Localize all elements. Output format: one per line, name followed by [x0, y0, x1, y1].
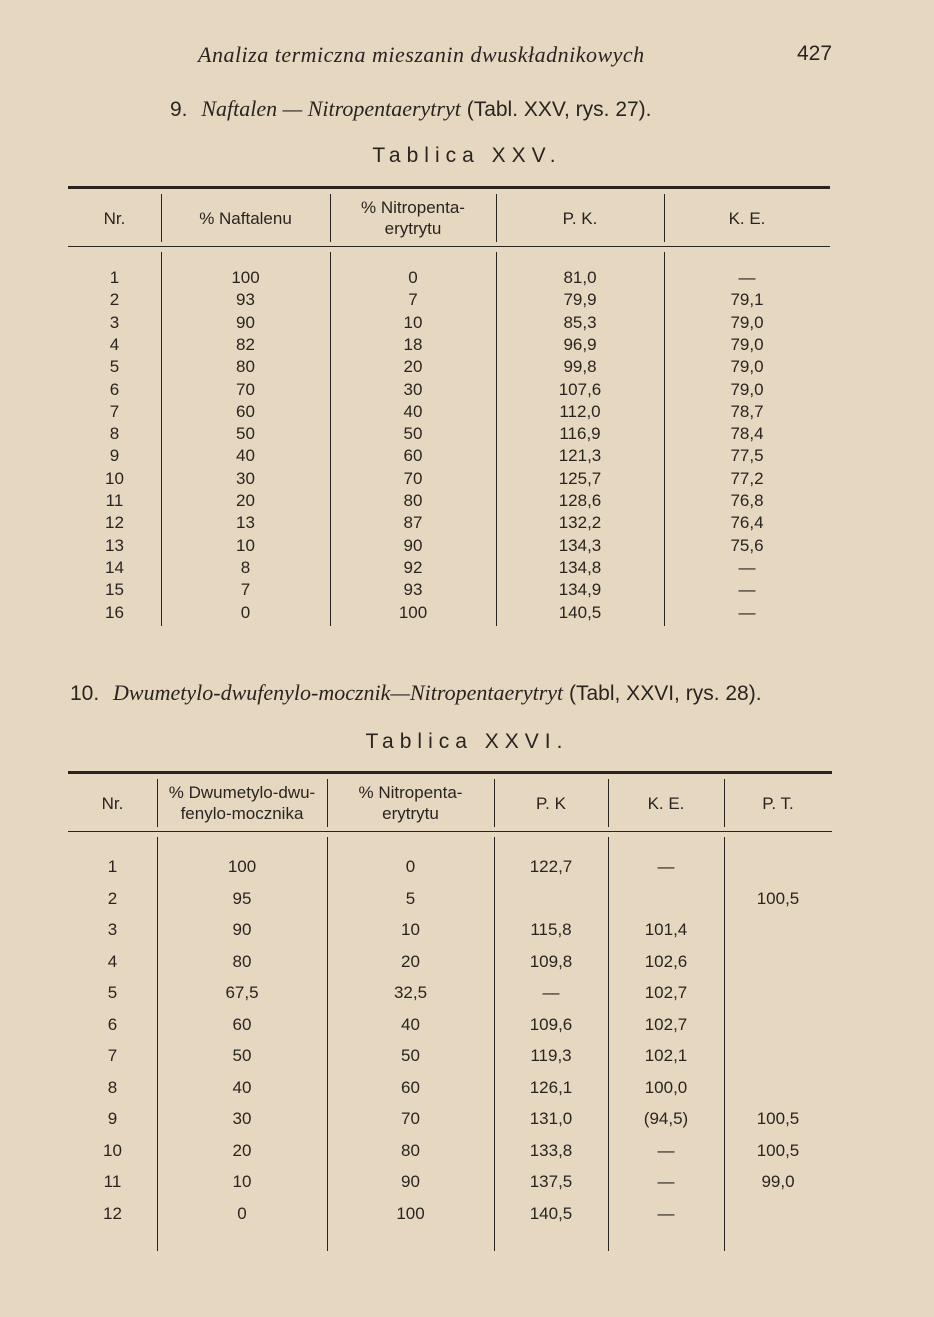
- table-26-header-rule: [68, 831, 832, 832]
- table-cell: 60: [236, 401, 255, 421]
- table-cell: 79,0: [730, 312, 764, 332]
- section-9-number: 9.: [170, 98, 188, 121]
- table-cell: 140,5: [558, 602, 602, 622]
- table-25-header-nitro-line2: erytrytu: [384, 219, 442, 238]
- table-cell: —: [657, 1172, 675, 1191]
- table-cell: —: [657, 1203, 675, 1223]
- table-cell: 10: [105, 468, 124, 488]
- table-cell: 82: [236, 334, 255, 354]
- table-row: [68, 268, 830, 290]
- table-cell: 79,0: [730, 334, 764, 354]
- table-cell: —: [738, 557, 756, 577]
- table-26-top-rule: [68, 771, 832, 774]
- table-cell: 134,9: [558, 580, 602, 600]
- section-10-heading: [70, 680, 762, 706]
- table-cell: 11: [103, 1172, 122, 1191]
- table-26-header-dwumetylo-line1: % Dwumetylo-dwu-: [168, 783, 316, 802]
- table-cell: 96,9: [563, 334, 597, 354]
- table-cell: 90: [401, 1172, 420, 1191]
- table-cell: 15: [105, 580, 124, 600]
- table-cell: 10: [401, 920, 420, 939]
- table-row: [68, 603, 830, 625]
- table-cell: 132,2: [558, 513, 602, 533]
- table-cell: 109,8: [529, 951, 573, 971]
- table-cell: 7: [240, 580, 251, 600]
- table-cell: 87: [403, 513, 423, 533]
- table-cell: 10: [236, 535, 255, 555]
- table-cell: 20: [403, 357, 423, 377]
- table-cell: 77,2: [730, 468, 764, 488]
- table-row: [68, 380, 830, 402]
- table-25-header-pk: P. K.: [562, 208, 598, 228]
- table-cell: 50: [236, 424, 255, 444]
- table-25-header-naftalen: % Naftalenu: [199, 208, 292, 228]
- table-cell: 80: [403, 491, 423, 510]
- table-cell: 81,0: [563, 268, 597, 287]
- table-cell: 126,1: [529, 1077, 573, 1097]
- table-cell: 102,7: [644, 983, 688, 1002]
- table-row: [68, 424, 830, 446]
- table-25-header-ke: K. E.: [728, 208, 766, 228]
- table-25-header-rule: [68, 246, 830, 247]
- table-cell: 5: [405, 888, 416, 908]
- table-cell: 0: [405, 857, 416, 876]
- table-26-header-nitro: [327, 775, 494, 831]
- table-cell: 5: [107, 983, 118, 1002]
- table-cell: 76,4: [730, 513, 764, 533]
- table-cell: 9: [107, 1109, 118, 1128]
- table-cell: 80: [232, 951, 252, 971]
- table-cell: 100,5: [756, 888, 800, 908]
- table-cell: 100: [398, 602, 428, 622]
- table-cell: 134,8: [558, 557, 602, 577]
- table-row: [68, 952, 832, 974]
- table-26-header-nitro-line2: erytrytu: [382, 804, 439, 823]
- table-cell: 11: [105, 491, 124, 510]
- table-row: [68, 1204, 832, 1226]
- table-cell: —: [738, 268, 756, 287]
- running-head: [0, 40, 934, 74]
- table-cell: 40: [401, 1014, 420, 1034]
- table-25-header-nitro: [330, 190, 496, 246]
- table-cell: 10: [403, 312, 423, 332]
- table-cell: 14: [105, 557, 124, 577]
- table-cell: 100: [396, 1203, 425, 1223]
- table-cell: 20: [401, 951, 420, 971]
- table-cell: 101,4: [644, 920, 688, 939]
- table-cell: 100,5: [756, 1109, 800, 1128]
- table-row: [68, 290, 830, 312]
- table-row: [68, 920, 832, 942]
- table-cell: 60: [401, 1077, 420, 1097]
- section-10-number: 10.: [70, 682, 100, 705]
- table-cell: 100,5: [756, 1140, 800, 1160]
- table-cell: 1: [107, 857, 118, 876]
- table-25-header-nitro-line1: % Nitropenta-: [361, 198, 465, 217]
- table-cell: —: [738, 602, 756, 622]
- table-cell: 0: [408, 268, 418, 287]
- table-cell: 78,7: [730, 401, 764, 421]
- table-row: [68, 491, 830, 513]
- page-number: 427: [797, 42, 833, 65]
- table-cell: 10: [232, 1172, 252, 1191]
- table-cell: 119,3: [530, 1046, 572, 1065]
- section-9-heading: [170, 96, 652, 122]
- table-cell: 7: [408, 290, 418, 310]
- table-cell: 92: [403, 557, 423, 577]
- table-26-header-pk: P. K: [536, 793, 566, 813]
- table-cell: 116,9: [559, 424, 601, 444]
- table-cell: 95: [232, 888, 252, 908]
- table-cell: 13: [105, 535, 124, 555]
- table-26-header-dwumetylo: [157, 775, 327, 831]
- table-cell: 60: [232, 1014, 252, 1034]
- table-25: [68, 186, 830, 626]
- table-row: [68, 1109, 832, 1131]
- table-cell: 30: [236, 468, 255, 488]
- table-cell: 90: [236, 312, 255, 332]
- table-26-caption: Tablica XXVI.: [365, 730, 569, 753]
- table-row: [68, 983, 832, 1005]
- table-cell: 1: [109, 268, 120, 287]
- table-row: [68, 335, 830, 357]
- table-row: [68, 536, 830, 558]
- table-cell: 50: [232, 1046, 252, 1065]
- table-cell: 77,5: [730, 446, 764, 466]
- table-cell: 79,9: [563, 290, 597, 310]
- table-cell: 3: [109, 312, 120, 332]
- table-cell: 79,0: [730, 357, 764, 377]
- table-cell: 133,8: [529, 1140, 573, 1160]
- table-25-header-nr: Nr.: [103, 208, 126, 228]
- table-cell: 112,0: [559, 401, 601, 421]
- table-cell: 100,0: [644, 1077, 688, 1097]
- table-cell: 140,5: [529, 1203, 573, 1223]
- table-cell: 115,8: [530, 920, 572, 939]
- table-row: [68, 558, 830, 580]
- table-row: [68, 580, 830, 602]
- table-cell: 79,0: [730, 379, 764, 399]
- table-row: [68, 357, 830, 379]
- table-26-header-nr: Nr.: [101, 793, 124, 813]
- table-cell: 50: [401, 1046, 420, 1065]
- table-25-top-rule: [68, 186, 830, 189]
- table-cell: 100: [227, 857, 257, 876]
- table-cell: 75,6: [730, 535, 764, 555]
- table-row: [68, 469, 830, 491]
- table-cell: 70: [403, 468, 423, 488]
- table-row: [68, 513, 830, 535]
- table-cell: 4: [107, 951, 118, 971]
- table-cell: 85,3: [563, 312, 597, 332]
- table-cell: 102,7: [644, 1014, 688, 1034]
- table-cell: 6: [109, 379, 120, 399]
- table-26-header-ke: K. E.: [647, 793, 685, 813]
- table-cell: 107,6: [558, 379, 602, 399]
- table-cell: 102,6: [644, 951, 688, 971]
- table-cell: 60: [403, 446, 423, 466]
- table-cell: 9: [109, 446, 120, 466]
- table-cell: 90: [403, 535, 423, 555]
- table-cell: 3: [107, 920, 118, 939]
- table-cell: 40: [403, 401, 423, 421]
- table-row: [68, 1141, 832, 1163]
- table-cell: (94,5): [643, 1109, 689, 1128]
- table-cell: 70: [236, 379, 255, 399]
- table-cell: 7: [107, 1046, 118, 1065]
- table-cell: 80: [236, 357, 255, 377]
- section-9-ref: (Tabl. XXV, rys. 27).: [466, 98, 652, 121]
- table-25-caption: Tablica XXV.: [372, 144, 562, 167]
- table-cell: 99,0: [761, 1172, 795, 1191]
- table-cell: 40: [232, 1077, 252, 1097]
- table-cell: 78,4: [730, 424, 764, 444]
- table-cell: 100: [231, 268, 260, 287]
- table-cell: 128,6: [558, 491, 602, 510]
- table-cell: 90: [232, 920, 252, 939]
- table-cell: 93: [403, 580, 423, 600]
- table-cell: 7: [109, 401, 120, 421]
- table-cell: 20: [232, 1140, 252, 1160]
- table-cell: 16: [105, 602, 124, 622]
- section-9-title: Naftalen — Nitropentaerytryt: [201, 96, 461, 121]
- table-cell: 8: [240, 557, 251, 577]
- table-row: [68, 1046, 832, 1068]
- table-row: [68, 1078, 832, 1100]
- table-26-header-pt: P. T.: [762, 793, 794, 813]
- table-cell: 122,7: [529, 857, 573, 876]
- table-cell: 40: [236, 446, 255, 466]
- table-cell: 5: [109, 357, 120, 377]
- table-row: [68, 402, 830, 424]
- table-cell: 10: [103, 1140, 122, 1160]
- table-row: [68, 889, 832, 911]
- table-cell: 79,1: [730, 290, 764, 310]
- table-cell: 80: [401, 1140, 420, 1160]
- table-row: [68, 1172, 832, 1194]
- table-cell: —: [738, 580, 756, 600]
- table-row: [68, 857, 832, 879]
- table-cell: 12: [105, 513, 124, 533]
- table-cell: 125,7: [558, 468, 602, 488]
- table-cell: 0: [240, 602, 251, 622]
- table-cell: 93: [236, 290, 255, 310]
- table-cell: 131,0: [529, 1109, 573, 1128]
- table-cell: 2: [109, 290, 120, 310]
- section-10-title: Dwumetylo-dwufenylo-mocznik—Nitropentaerytryt: [113, 680, 564, 705]
- table-cell: 50: [403, 424, 423, 444]
- table-cell: 121,3: [558, 446, 602, 466]
- table-cell: 12: [103, 1203, 122, 1223]
- table-cell: 109,6: [529, 1014, 573, 1034]
- table-26-header-nitro-line1: % Nitropenta-: [358, 783, 463, 802]
- table-cell: 4: [109, 334, 120, 354]
- table-cell: 70: [401, 1109, 420, 1128]
- table-cell: 76,8: [730, 491, 764, 510]
- table-row: [68, 313, 830, 335]
- table-26-header-dwumetylo-line2: fenylo-mocznika: [180, 804, 304, 823]
- table-cell: 6: [107, 1014, 118, 1034]
- table-cell: 134,3: [558, 535, 602, 555]
- table-cell: 18: [403, 334, 423, 354]
- table-26: [68, 771, 832, 1251]
- table-cell: 2: [107, 888, 118, 908]
- table-cell: 30: [403, 379, 423, 399]
- table-cell: 137,5: [529, 1172, 573, 1191]
- table-cell: 8: [107, 1077, 118, 1097]
- table-cell: 13: [236, 513, 255, 533]
- table-row: [68, 446, 830, 468]
- table-cell: —: [657, 857, 675, 876]
- table-cell: —: [542, 983, 560, 1002]
- running-head-title: Analiza termiczna mieszanin dwuskładnikowych: [198, 42, 645, 67]
- table-cell: 102,1: [644, 1046, 688, 1065]
- table-cell: 30: [232, 1109, 252, 1128]
- table-cell: 32,5: [393, 983, 428, 1002]
- table-cell: 67,5: [225, 983, 259, 1002]
- table-cell: 20: [236, 491, 255, 510]
- table-cell: 0: [237, 1203, 247, 1223]
- table-cell: 99,8: [563, 357, 597, 377]
- table-row: [68, 1015, 832, 1037]
- section-10-ref: (Tabl, XXVI, rys. 28).: [569, 682, 762, 705]
- table-cell: —: [657, 1140, 675, 1160]
- table-cell: 8: [109, 424, 120, 444]
